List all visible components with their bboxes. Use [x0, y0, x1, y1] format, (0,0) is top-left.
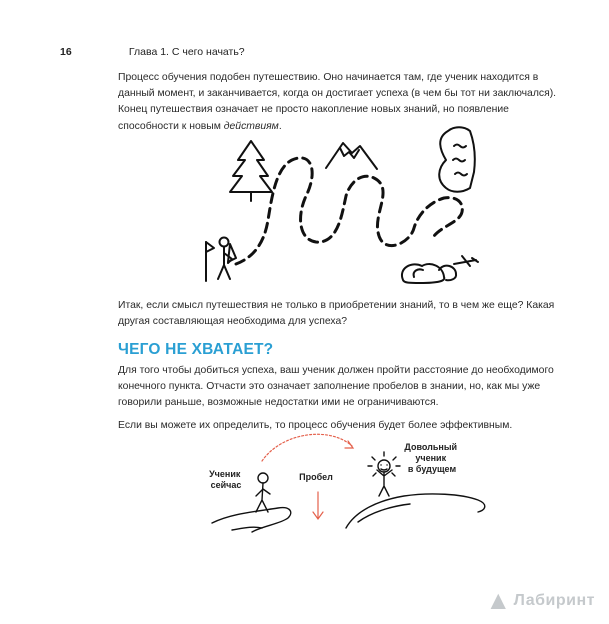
intro-emphasis: действиям [223, 120, 279, 132]
student-future-line-3: в будущем [407, 464, 457, 474]
question-paragraph: Итак, если смысл путешествия не только в приобретении знаний, то в чем же еще? Какая другая составляющая необходима для успеха? [118, 300, 555, 328]
rocks-icon [402, 264, 456, 283]
watermark-text: Лабиринт [513, 592, 595, 609]
journey-path [236, 158, 462, 264]
gap-down-arrow [313, 492, 323, 519]
page-header [60, 46, 245, 58]
section-heading: ЧЕГО НЕ ХВАТАЕТ? [118, 341, 274, 358]
hiker-flag-icon [206, 238, 236, 282]
mountain-icon [326, 143, 377, 169]
watermark [485, 585, 595, 616]
student-now-line-2: сейчас [210, 480, 242, 490]
student-future-line-1: Довольный [404, 442, 458, 452]
section-paragraph: Для того чтобы добиться успеха, ваш ученик должен пройти расстояние до необходимого конечного пункта. Отчасти это означает заполнение пробелов в знании, но, как мы уже говорили раньше, возможные недостатки ими не ограничиваются. [118, 365, 554, 409]
right-cliff [346, 494, 485, 528]
lake-icon [439, 127, 475, 192]
gap-arrows [262, 434, 353, 519]
page-number: 16 [60, 46, 72, 58]
plane-icon [454, 256, 478, 266]
labyrinth-logo-icon: ▲ [485, 585, 512, 615]
section-paragraph-2: Если вы можете их определить, то процесс обучения будет более эффективным. [118, 420, 513, 431]
tree-icon [230, 141, 272, 201]
intro-paragraph [118, 70, 558, 135]
student-future-figure [368, 452, 400, 496]
progress-arc-arrow [262, 434, 352, 461]
student-now-figure [256, 473, 270, 512]
arc-arrowhead [345, 441, 353, 448]
intro-text-end: . [278, 120, 282, 132]
chapter-title: Глава 1. С чего начать? [128, 46, 245, 58]
student-future-label [404, 442, 459, 474]
student-now-line-1: Ученик [209, 469, 241, 479]
student-future-line-2: ученик [415, 453, 447, 463]
student-now-label [209, 469, 243, 490]
intro-text: Процесс обучения подобен путешествию. Оно начинается там, где ученик находится в данный момент, и заканчивается, когда он достигает успеха (в чем бы тот ни заключался). Конец путешествия означает не просто накопление новых знаний, но появление способности к новым [118, 72, 557, 132]
gap-label: Пробел [299, 472, 333, 482]
left-cliff [212, 508, 291, 532]
